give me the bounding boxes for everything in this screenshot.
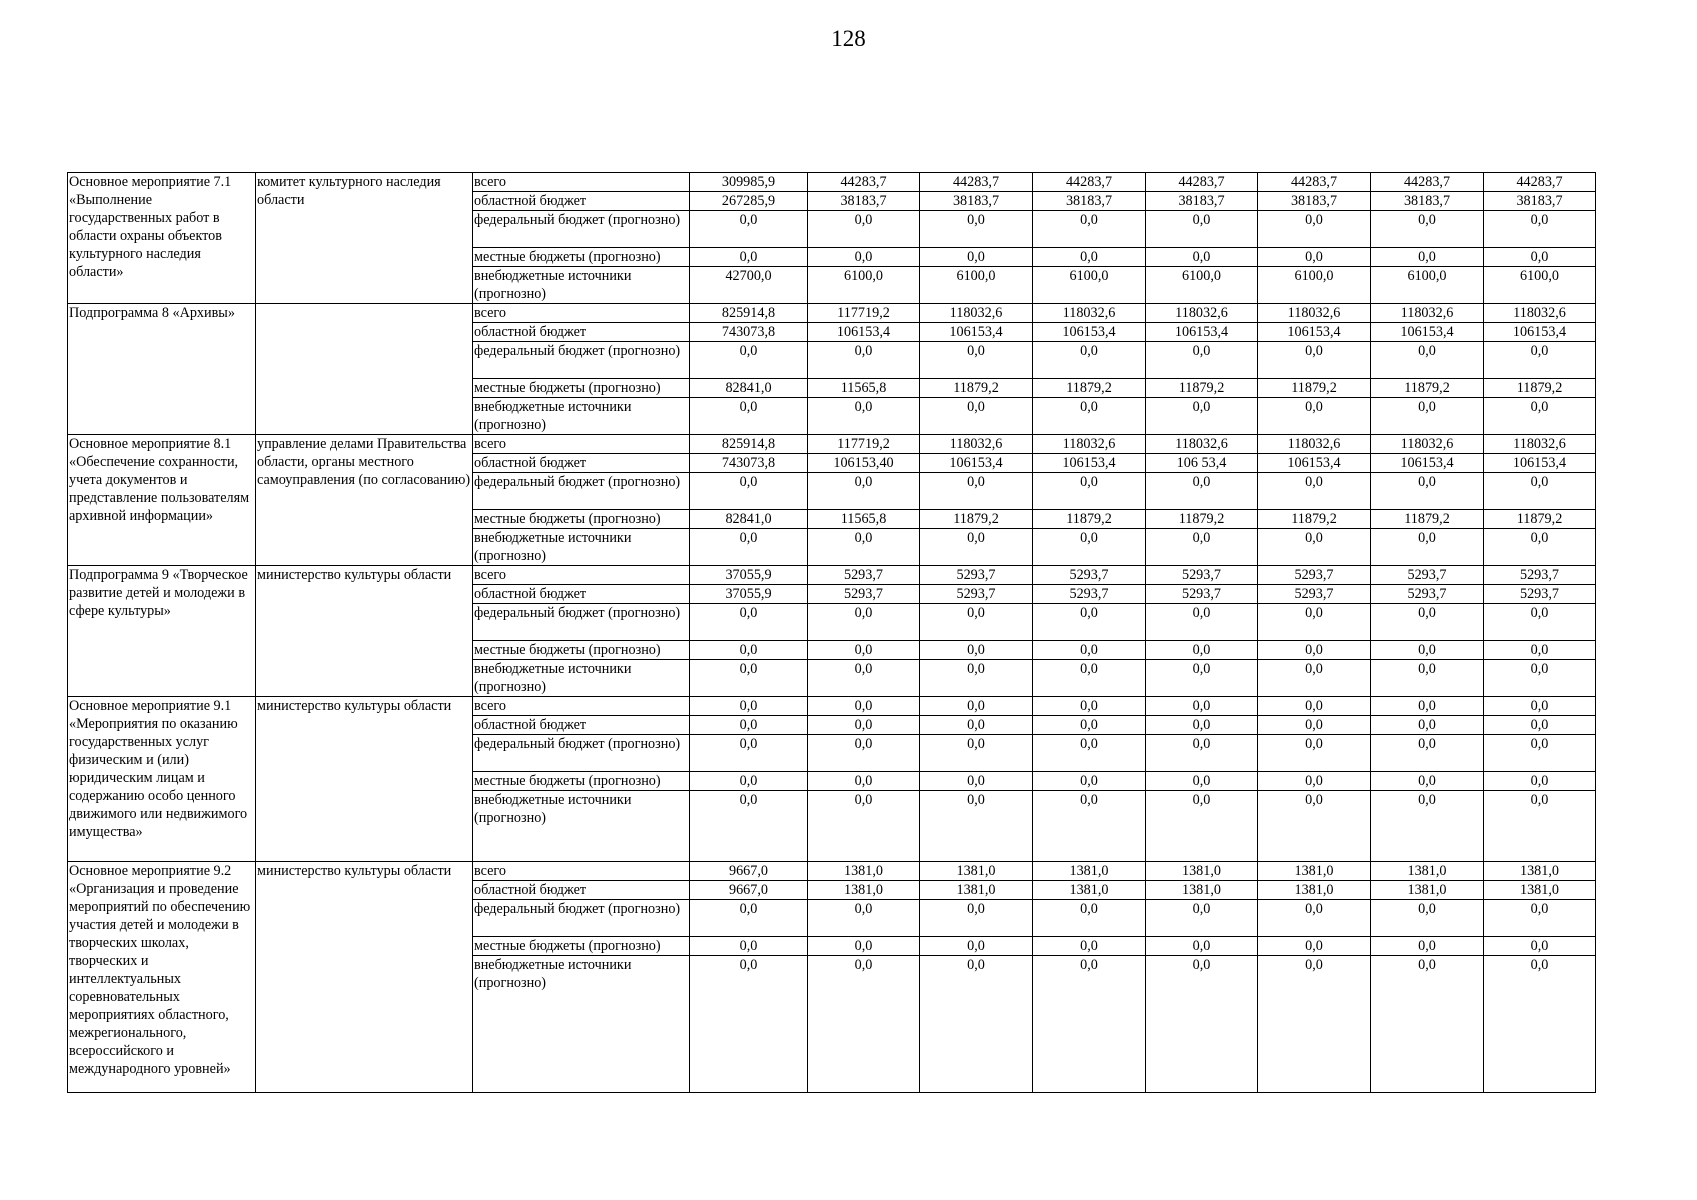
amount-cell: 6100,0 bbox=[1484, 267, 1596, 304]
amount-cell: 1381,0 bbox=[1258, 862, 1371, 881]
funding-source: всего bbox=[473, 173, 690, 192]
amount-cell: 11879,2 bbox=[1258, 510, 1371, 529]
funding-source: федеральный бюджет (прогнозно) bbox=[473, 604, 690, 641]
amount-cell: 0,0 bbox=[1484, 937, 1596, 956]
amount-cell: 118032,6 bbox=[1484, 304, 1596, 323]
amount-cell: 5293,7 bbox=[920, 585, 1033, 604]
amount-cell: 37055,9 bbox=[690, 566, 808, 585]
amount-cell: 825914,8 bbox=[690, 304, 808, 323]
amount-cell: 106153,4 bbox=[1033, 454, 1146, 473]
amount-cell: 118032,6 bbox=[1033, 435, 1146, 454]
amount-cell: 0,0 bbox=[1258, 641, 1371, 660]
amount-cell: 0,0 bbox=[920, 900, 1033, 937]
funding-source: федеральный бюджет (прогнозно) bbox=[473, 735, 690, 772]
budget-table-body bbox=[68, 173, 1596, 1093]
funding-source: местные бюджеты (прогнозно) bbox=[473, 772, 690, 791]
amount-cell: 0,0 bbox=[920, 660, 1033, 697]
amount-cell: 0,0 bbox=[1033, 529, 1146, 566]
amount-cell: 0,0 bbox=[1484, 660, 1596, 697]
amount-cell: 743073,8 bbox=[690, 454, 808, 473]
amount-cell: 0,0 bbox=[1146, 342, 1258, 379]
funding-source: областной бюджет bbox=[473, 585, 690, 604]
amount-cell: 5293,7 bbox=[1371, 566, 1484, 585]
amount-cell: 0,0 bbox=[1484, 529, 1596, 566]
funding-source: всего bbox=[473, 697, 690, 716]
amount-cell: 0,0 bbox=[1371, 937, 1484, 956]
amount-cell: 0,0 bbox=[1033, 900, 1146, 937]
amount-cell: 0,0 bbox=[1371, 716, 1484, 735]
amount-cell: 38183,7 bbox=[1258, 192, 1371, 211]
amount-cell: 0,0 bbox=[808, 772, 920, 791]
amount-cell: 0,0 bbox=[1033, 716, 1146, 735]
amount-cell: 0,0 bbox=[920, 697, 1033, 716]
amount-cell: 0,0 bbox=[1484, 248, 1596, 267]
amount-cell: 825914,8 bbox=[690, 435, 808, 454]
amount-cell: 0,0 bbox=[1033, 398, 1146, 435]
amount-cell: 0,0 bbox=[808, 342, 920, 379]
amount-cell: 1381,0 bbox=[1033, 862, 1146, 881]
amount-cell: 5293,7 bbox=[1033, 585, 1146, 604]
amount-cell: 0,0 bbox=[1484, 697, 1596, 716]
amount-cell: 0,0 bbox=[1033, 697, 1146, 716]
amount-cell: 0,0 bbox=[1146, 660, 1258, 697]
amount-cell: 11879,2 bbox=[1371, 510, 1484, 529]
amount-cell: 5293,7 bbox=[1146, 566, 1258, 585]
amount-cell: 1381,0 bbox=[808, 881, 920, 900]
amount-cell: 106153,4 bbox=[1371, 323, 1484, 342]
amount-cell: 0,0 bbox=[690, 604, 808, 641]
amount-cell: 11879,2 bbox=[920, 510, 1033, 529]
amount-cell: 309985,9 bbox=[690, 173, 808, 192]
amount-cell: 0,0 bbox=[690, 697, 808, 716]
amount-cell: 6100,0 bbox=[920, 267, 1033, 304]
program-title: Подпрограмма 9 «Творческое развитие детей и молодежи в сфере культуры» bbox=[68, 566, 256, 697]
amount-cell: 0,0 bbox=[690, 248, 808, 267]
funding-source: областной бюджет bbox=[473, 323, 690, 342]
amount-cell: 0,0 bbox=[1033, 956, 1146, 1093]
amount-cell: 0,0 bbox=[1033, 660, 1146, 697]
executor: министерство культуры области bbox=[256, 566, 473, 697]
amount-cell: 106153,4 bbox=[1371, 454, 1484, 473]
amount-cell: 0,0 bbox=[808, 937, 920, 956]
amount-cell: 1381,0 bbox=[1371, 881, 1484, 900]
amount-cell: 38183,7 bbox=[808, 192, 920, 211]
executor: комитет культурного наследия области bbox=[256, 173, 473, 304]
amount-cell: 0,0 bbox=[808, 735, 920, 772]
amount-cell: 0,0 bbox=[1484, 735, 1596, 772]
amount-cell: 42700,0 bbox=[690, 267, 808, 304]
amount-cell: 0,0 bbox=[690, 937, 808, 956]
amount-cell: 6100,0 bbox=[1146, 267, 1258, 304]
amount-cell: 0,0 bbox=[690, 398, 808, 435]
funding-source: областной бюджет bbox=[473, 454, 690, 473]
amount-cell: 0,0 bbox=[1258, 248, 1371, 267]
amount-cell: 0,0 bbox=[920, 248, 1033, 267]
amount-cell: 5293,7 bbox=[808, 566, 920, 585]
amount-cell: 0,0 bbox=[690, 735, 808, 772]
amount-cell: 0,0 bbox=[690, 772, 808, 791]
amount-cell: 0,0 bbox=[1146, 791, 1258, 862]
amount-cell: 106 53,4 bbox=[1146, 454, 1258, 473]
amount-cell: 5293,7 bbox=[1484, 585, 1596, 604]
amount-cell: 0,0 bbox=[920, 937, 1033, 956]
amount-cell: 0,0 bbox=[1371, 342, 1484, 379]
funding-source: федеральный бюджет (прогнозно) bbox=[473, 473, 690, 510]
amount-cell: 0,0 bbox=[1484, 791, 1596, 862]
executor: управление делами Правительства области, органы местного самоуправления (по согласованию) bbox=[256, 435, 473, 566]
funding-source: внебюджетные источники (прогнозно) bbox=[473, 660, 690, 697]
amount-cell: 0,0 bbox=[1146, 604, 1258, 641]
amount-cell: 44283,7 bbox=[1371, 173, 1484, 192]
funding-source: внебюджетные источники (прогнозно) bbox=[473, 956, 690, 1093]
amount-cell: 1381,0 bbox=[1033, 881, 1146, 900]
amount-cell: 38183,7 bbox=[920, 192, 1033, 211]
amount-cell: 0,0 bbox=[1033, 735, 1146, 772]
amount-cell: 118032,6 bbox=[1146, 304, 1258, 323]
page-number: 128 bbox=[831, 26, 866, 51]
amount-cell: 117719,2 bbox=[808, 304, 920, 323]
amount-cell: 0,0 bbox=[1258, 900, 1371, 937]
funding-source: федеральный бюджет (прогнозно) bbox=[473, 342, 690, 379]
funding-source: всего bbox=[473, 435, 690, 454]
amount-cell: 0,0 bbox=[1146, 529, 1258, 566]
amount-cell: 0,0 bbox=[1371, 604, 1484, 641]
amount-cell: 0,0 bbox=[1146, 900, 1258, 937]
amount-cell: 11879,2 bbox=[1033, 379, 1146, 398]
amount-cell: 0,0 bbox=[920, 956, 1033, 1093]
amount-cell: 0,0 bbox=[1371, 956, 1484, 1093]
amount-cell: 11879,2 bbox=[1146, 510, 1258, 529]
amount-cell: 0,0 bbox=[1258, 604, 1371, 641]
amount-cell: 11879,2 bbox=[1484, 379, 1596, 398]
amount-cell: 0,0 bbox=[1033, 342, 1146, 379]
amount-cell: 117719,2 bbox=[808, 435, 920, 454]
amount-cell: 118032,6 bbox=[1484, 435, 1596, 454]
amount-cell: 106153,4 bbox=[1146, 323, 1258, 342]
amount-cell: 0,0 bbox=[1146, 248, 1258, 267]
amount-cell: 0,0 bbox=[1258, 735, 1371, 772]
amount-cell: 0,0 bbox=[1484, 398, 1596, 435]
program-title: Основное мероприятие 7.1 «Выполнение государственных работ в области охраны объектов культурного наследия области» bbox=[68, 173, 256, 304]
amount-cell: 0,0 bbox=[1484, 342, 1596, 379]
amount-cell: 118032,6 bbox=[1033, 304, 1146, 323]
funding-source: местные бюджеты (прогнозно) bbox=[473, 641, 690, 660]
amount-cell: 5293,7 bbox=[1146, 585, 1258, 604]
amount-cell: 6100,0 bbox=[808, 267, 920, 304]
amount-cell: 0,0 bbox=[920, 529, 1033, 566]
amount-cell: 0,0 bbox=[1146, 772, 1258, 791]
amount-cell: 0,0 bbox=[1033, 473, 1146, 510]
amount-cell: 5293,7 bbox=[1484, 566, 1596, 585]
amount-cell: 0,0 bbox=[1371, 772, 1484, 791]
amount-cell: 0,0 bbox=[1258, 660, 1371, 697]
amount-cell: 0,0 bbox=[808, 529, 920, 566]
amount-cell: 5293,7 bbox=[920, 566, 1033, 585]
amount-cell: 0,0 bbox=[1371, 641, 1484, 660]
amount-cell: 9667,0 bbox=[690, 881, 808, 900]
amount-cell: 44283,7 bbox=[920, 173, 1033, 192]
amount-cell: 0,0 bbox=[920, 211, 1033, 248]
amount-cell: 5293,7 bbox=[1033, 566, 1146, 585]
funding-source: местные бюджеты (прогнозно) bbox=[473, 379, 690, 398]
amount-cell: 106153,40 bbox=[808, 454, 920, 473]
amount-cell: 38183,7 bbox=[1033, 192, 1146, 211]
table-row bbox=[68, 566, 1596, 585]
amount-cell: 0,0 bbox=[808, 248, 920, 267]
amount-cell: 106153,4 bbox=[920, 323, 1033, 342]
amount-cell: 118032,6 bbox=[920, 304, 1033, 323]
amount-cell: 0,0 bbox=[1033, 604, 1146, 641]
amount-cell: 0,0 bbox=[808, 641, 920, 660]
amount-cell: 0,0 bbox=[1258, 772, 1371, 791]
amount-cell: 5293,7 bbox=[1371, 585, 1484, 604]
budget-table bbox=[67, 172, 1596, 1093]
amount-cell: 1381,0 bbox=[1484, 881, 1596, 900]
amount-cell: 0,0 bbox=[1371, 248, 1484, 267]
amount-cell: 0,0 bbox=[690, 660, 808, 697]
amount-cell: 0,0 bbox=[690, 641, 808, 660]
amount-cell: 0,0 bbox=[1258, 473, 1371, 510]
amount-cell: 0,0 bbox=[1146, 697, 1258, 716]
amount-cell: 11879,2 bbox=[920, 379, 1033, 398]
amount-cell: 0,0 bbox=[1033, 641, 1146, 660]
amount-cell: 118032,6 bbox=[920, 435, 1033, 454]
table-row bbox=[68, 304, 1596, 323]
amount-cell: 0,0 bbox=[1146, 956, 1258, 1093]
amount-cell: 0,0 bbox=[1033, 937, 1146, 956]
amount-cell: 0,0 bbox=[1146, 211, 1258, 248]
amount-cell: 0,0 bbox=[690, 716, 808, 735]
amount-cell: 0,0 bbox=[1033, 772, 1146, 791]
amount-cell: 1381,0 bbox=[808, 862, 920, 881]
amount-cell: 0,0 bbox=[1146, 641, 1258, 660]
amount-cell: 0,0 bbox=[1258, 211, 1371, 248]
amount-cell: 0,0 bbox=[1258, 791, 1371, 862]
amount-cell: 6100,0 bbox=[1033, 267, 1146, 304]
amount-cell: 11879,2 bbox=[1146, 379, 1258, 398]
amount-cell: 118032,6 bbox=[1146, 435, 1258, 454]
amount-cell: 44283,7 bbox=[1258, 173, 1371, 192]
amount-cell: 0,0 bbox=[690, 529, 808, 566]
amount-cell: 1381,0 bbox=[1484, 862, 1596, 881]
amount-cell: 106153,4 bbox=[1484, 454, 1596, 473]
funding-source: всего bbox=[473, 566, 690, 585]
amount-cell: 0,0 bbox=[1371, 398, 1484, 435]
amount-cell: 0,0 bbox=[920, 604, 1033, 641]
amount-cell: 6100,0 bbox=[1371, 267, 1484, 304]
amount-cell: 0,0 bbox=[920, 641, 1033, 660]
program-title: Подпрограмма 8 «Архивы» bbox=[68, 304, 256, 435]
amount-cell: 0,0 bbox=[690, 473, 808, 510]
amount-cell: 106153,4 bbox=[1258, 454, 1371, 473]
amount-cell: 11565,8 bbox=[808, 379, 920, 398]
amount-cell: 11879,2 bbox=[1258, 379, 1371, 398]
amount-cell: 267285,9 bbox=[690, 192, 808, 211]
executor bbox=[256, 304, 473, 435]
amount-cell: 0,0 bbox=[1484, 604, 1596, 641]
table-row bbox=[68, 173, 1596, 192]
amount-cell: 0,0 bbox=[690, 211, 808, 248]
amount-cell: 0,0 bbox=[1484, 772, 1596, 791]
amount-cell: 0,0 bbox=[1258, 342, 1371, 379]
amount-cell: 0,0 bbox=[920, 342, 1033, 379]
amount-cell: 0,0 bbox=[1258, 956, 1371, 1093]
amount-cell: 38183,7 bbox=[1371, 192, 1484, 211]
amount-cell: 0,0 bbox=[1371, 529, 1484, 566]
amount-cell: 0,0 bbox=[1146, 937, 1258, 956]
amount-cell: 106153,4 bbox=[808, 323, 920, 342]
amount-cell: 82841,0 bbox=[690, 379, 808, 398]
funding-source: областной бюджет bbox=[473, 192, 690, 211]
amount-cell: 0,0 bbox=[1484, 473, 1596, 510]
amount-cell: 106153,4 bbox=[1033, 323, 1146, 342]
amount-cell: 11565,8 bbox=[808, 510, 920, 529]
amount-cell: 0,0 bbox=[1258, 716, 1371, 735]
funding-source: областной бюджет bbox=[473, 881, 690, 900]
amount-cell: 1381,0 bbox=[920, 862, 1033, 881]
amount-cell: 0,0 bbox=[920, 716, 1033, 735]
funding-source: всего bbox=[473, 862, 690, 881]
amount-cell: 0,0 bbox=[1258, 697, 1371, 716]
funding-source: внебюджетные источники (прогнозно) bbox=[473, 791, 690, 862]
amount-cell: 118032,6 bbox=[1258, 304, 1371, 323]
funding-source: федеральный бюджет (прогнозно) bbox=[473, 211, 690, 248]
executor: министерство культуры области bbox=[256, 697, 473, 862]
amount-cell: 0,0 bbox=[920, 735, 1033, 772]
funding-source: всего bbox=[473, 304, 690, 323]
amount-cell: 0,0 bbox=[690, 956, 808, 1093]
amount-cell: 106153,4 bbox=[920, 454, 1033, 473]
program-title: Основное мероприятие 9.1 «Мероприятия по оказанию государственных услуг физическим и (или) юридическим лицам и содержанию особо ценного движимого или недвижимого имущества» bbox=[68, 697, 256, 862]
amount-cell: 0,0 bbox=[920, 398, 1033, 435]
amount-cell: 0,0 bbox=[808, 473, 920, 510]
amount-cell: 1381,0 bbox=[1371, 862, 1484, 881]
funding-source: федеральный бюджет (прогнозно) bbox=[473, 900, 690, 937]
amount-cell: 11879,2 bbox=[1484, 510, 1596, 529]
amount-cell: 0,0 bbox=[1146, 716, 1258, 735]
amount-cell: 0,0 bbox=[1484, 956, 1596, 1093]
program-title: Основное мероприятие 9.2 «Организация и проведение мероприятий по обеспечению участия детей и молодежи в творческих школах, творческих и интеллектуальных соревновательных мероприятиях областного, межрегионального, всероссийского и международного уровней» bbox=[68, 862, 256, 1093]
amount-cell: 0,0 bbox=[1258, 529, 1371, 566]
amount-cell: 5293,7 bbox=[1258, 585, 1371, 604]
amount-cell: 0,0 bbox=[1371, 735, 1484, 772]
executor: министерство культуры области bbox=[256, 862, 473, 1093]
amount-cell: 0,0 bbox=[1146, 398, 1258, 435]
amount-cell: 44283,7 bbox=[1033, 173, 1146, 192]
amount-cell: 0,0 bbox=[808, 211, 920, 248]
amount-cell: 0,0 bbox=[690, 900, 808, 937]
amount-cell: 0,0 bbox=[690, 791, 808, 862]
amount-cell: 0,0 bbox=[1371, 211, 1484, 248]
amount-cell: 0,0 bbox=[1371, 697, 1484, 716]
amount-cell: 118032,6 bbox=[1371, 304, 1484, 323]
amount-cell: 0,0 bbox=[1258, 398, 1371, 435]
amount-cell: 0,0 bbox=[920, 772, 1033, 791]
amount-cell: 9667,0 bbox=[690, 862, 808, 881]
amount-cell: 0,0 bbox=[808, 660, 920, 697]
amount-cell: 743073,8 bbox=[690, 323, 808, 342]
amount-cell: 37055,9 bbox=[690, 585, 808, 604]
table-row bbox=[68, 862, 1596, 881]
amount-cell: 1381,0 bbox=[1258, 881, 1371, 900]
amount-cell: 5293,7 bbox=[1258, 566, 1371, 585]
amount-cell: 0,0 bbox=[1484, 716, 1596, 735]
amount-cell: 82841,0 bbox=[690, 510, 808, 529]
amount-cell: 0,0 bbox=[1371, 900, 1484, 937]
amount-cell: 38183,7 bbox=[1484, 192, 1596, 211]
amount-cell: 118032,6 bbox=[1258, 435, 1371, 454]
amount-cell: 0,0 bbox=[1484, 211, 1596, 248]
amount-cell: 5293,7 bbox=[808, 585, 920, 604]
funding-source: местные бюджеты (прогнозно) bbox=[473, 937, 690, 956]
funding-source: областной бюджет bbox=[473, 716, 690, 735]
amount-cell: 0,0 bbox=[1033, 791, 1146, 862]
funding-source: внебюджетные источники (прогнозно) bbox=[473, 398, 690, 435]
amount-cell: 118032,6 bbox=[1371, 435, 1484, 454]
funding-source: местные бюджеты (прогнозно) bbox=[473, 510, 690, 529]
amount-cell: 0,0 bbox=[1146, 735, 1258, 772]
amount-cell: 1381,0 bbox=[1146, 862, 1258, 881]
amount-cell: 44283,7 bbox=[1146, 173, 1258, 192]
amount-cell: 38183,7 bbox=[1146, 192, 1258, 211]
amount-cell: 0,0 bbox=[1371, 473, 1484, 510]
amount-cell: 0,0 bbox=[808, 604, 920, 641]
funding-source: внебюджетные источники (прогнозно) bbox=[473, 529, 690, 566]
amount-cell: 0,0 bbox=[808, 716, 920, 735]
table-row bbox=[68, 435, 1596, 454]
table-row bbox=[68, 697, 1596, 716]
amount-cell: 0,0 bbox=[1371, 660, 1484, 697]
amount-cell: 0,0 bbox=[920, 473, 1033, 510]
funding-source: местные бюджеты (прогнозно) bbox=[473, 248, 690, 267]
amount-cell: 0,0 bbox=[1258, 937, 1371, 956]
amount-cell: 0,0 bbox=[1033, 211, 1146, 248]
amount-cell: 1381,0 bbox=[1146, 881, 1258, 900]
amount-cell: 11879,2 bbox=[1371, 379, 1484, 398]
amount-cell: 0,0 bbox=[808, 956, 920, 1093]
amount-cell: 0,0 bbox=[808, 900, 920, 937]
amount-cell: 106153,4 bbox=[1484, 323, 1596, 342]
amount-cell: 0,0 bbox=[1146, 473, 1258, 510]
amount-cell: 0,0 bbox=[1484, 900, 1596, 937]
amount-cell: 0,0 bbox=[1033, 248, 1146, 267]
amount-cell: 0,0 bbox=[808, 697, 920, 716]
program-title: Основное мероприятие 8.1 «Обеспечение сохранности, учета документов и представление пользователям архивной информации» bbox=[68, 435, 256, 566]
amount-cell: 0,0 bbox=[920, 791, 1033, 862]
amount-cell: 0,0 bbox=[808, 791, 920, 862]
amount-cell: 6100,0 bbox=[1258, 267, 1371, 304]
amount-cell: 106153,4 bbox=[1258, 323, 1371, 342]
amount-cell: 11879,2 bbox=[1033, 510, 1146, 529]
amount-cell: 44283,7 bbox=[1484, 173, 1596, 192]
amount-cell: 0,0 bbox=[1371, 791, 1484, 862]
amount-cell: 0,0 bbox=[1484, 641, 1596, 660]
amount-cell: 0,0 bbox=[690, 342, 808, 379]
amount-cell: 1381,0 bbox=[920, 881, 1033, 900]
amount-cell: 0,0 bbox=[808, 398, 920, 435]
funding-source: внебюджетные источники (прогнозно) bbox=[473, 267, 690, 304]
amount-cell: 44283,7 bbox=[808, 173, 920, 192]
